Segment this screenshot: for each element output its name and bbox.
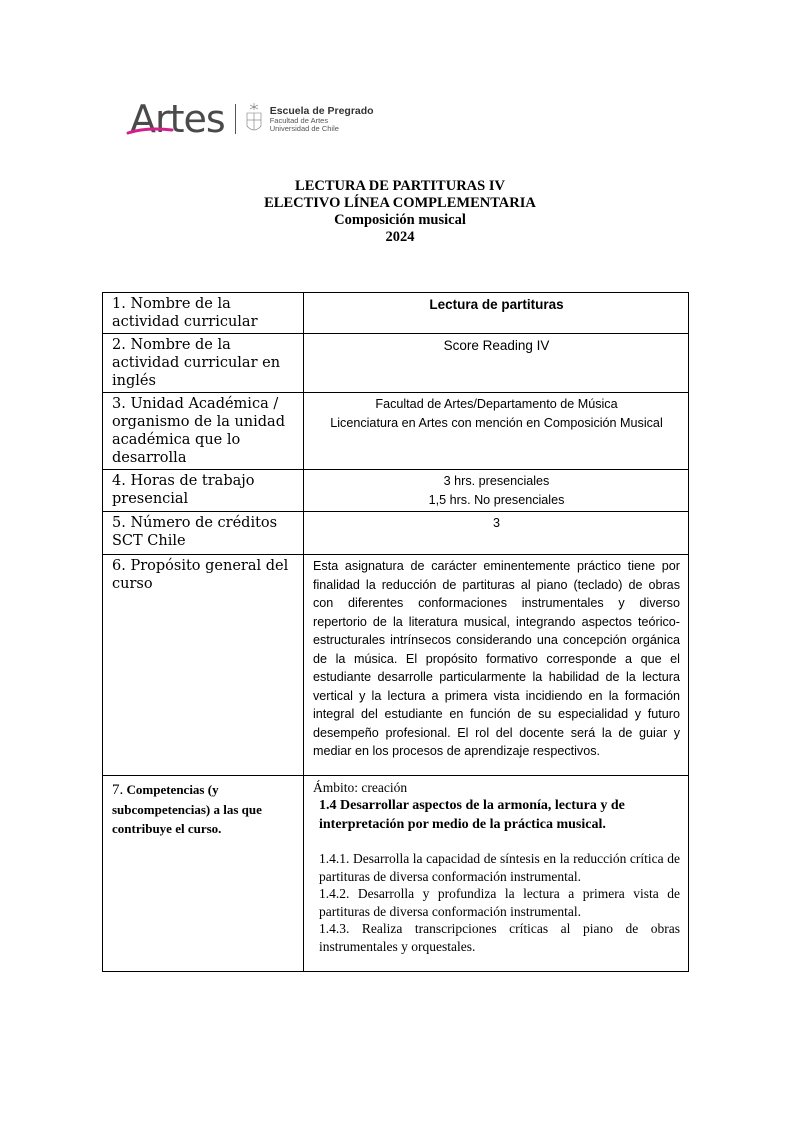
subcompetency-item: 1.4.1. Desarrolla la capacidad de síntesis en la reducción crítica de partituras de diversa conformación instrumental.: [319, 851, 680, 884]
table-row: [103, 555, 689, 776]
heading-program: Composición musical: [334, 212, 466, 228]
row-value: Esta asignatura de carácter eminentemente práctico tiene por finalidad la reducción de partituras al piano (teclado) de obras con diferentes conformaciones instrumentales y diverso repertorio de la literatura musical, integrando aspectos teórico-estructurales intrínsecos considerando una concepción orgánica de la música. El propósito formativo corresponde a que el estudiante desarrolle particularmente la habilidad de la lectura vertical y la lectura a primera vista incidiendo en la formación integral del estudiante en función de su especialidad y futuro desempeño profesional. El rol del docente será la de guiar y mediar en los procesos de aprendizaje respectivos.: [304, 555, 689, 776]
competency-title: 1.4 Desarrollar aspectos de la armonía, lectura y de interpretación por medio de la práctica musical.: [319, 798, 625, 832]
row-label: 5. Número de créditos SCT Chile: [103, 512, 304, 555]
row-value: 3 hrs. presenciales 1,5 hrs. No presenciales: [304, 470, 689, 512]
logo-text: Escuela de Pregrado Facultad de Artes Universidad de Chile: [269, 104, 374, 133]
logo-wordmark: Artes: [130, 100, 225, 138]
heading-year: 2024: [385, 229, 415, 245]
logo-swoosh-icon: [126, 126, 174, 136]
row-label: 1. Nombre de la actividad curricular: [103, 293, 304, 334]
heading-course-title: LECTURA DE PARTITURAS IV: [295, 178, 505, 194]
row-label: 6. Propósito general del curso: [103, 555, 304, 776]
logo-divider: [235, 104, 236, 134]
table-row: [103, 775, 689, 972]
subcompetency-item: 1.4.2. Desarrolla y profundiza la lectura a primera vista de partituras de diversa conformación instrumental.: [319, 886, 680, 919]
row-label: 7. Competencias (y subcompetencias) a las que contribuye el curso.: [103, 775, 304, 972]
row-label: 3. Unidad Académica / organismo de la unidad académica que lo desarrolla: [103, 393, 304, 470]
university-seal-icon: [244, 102, 264, 136]
row-value: Lectura de partituras: [304, 293, 689, 334]
heading-line-type: ELECTIVO LÍNEA COMPLEMENTARIA: [264, 195, 536, 211]
course-info-table: [102, 292, 689, 972]
header-logo: [130, 96, 374, 142]
row-label: 4. Horas de trabajo presencial: [103, 470, 304, 512]
row-value: 3: [304, 512, 689, 555]
row-value: Score Reading IV: [304, 334, 689, 393]
table-row: [103, 512, 689, 555]
table-row: [103, 293, 689, 334]
table-row: [103, 334, 689, 393]
table-row: [103, 470, 689, 512]
competency-area: Ámbito: creación: [313, 779, 408, 795]
row-label: 2. Nombre de la actividad curricular en inglés: [103, 334, 304, 393]
row-value: [304, 775, 689, 972]
table-row: [103, 393, 689, 470]
subcompetency-item: 1.4.3. Realiza transcripciones críticas al piano de obras instrumentales y orquestales.: [319, 921, 680, 954]
document-heading: [0, 178, 800, 246]
row-value: Facultad de Artes/Departamento de Música Licenciatura en Artes con mención en Composición Musical: [304, 393, 689, 470]
